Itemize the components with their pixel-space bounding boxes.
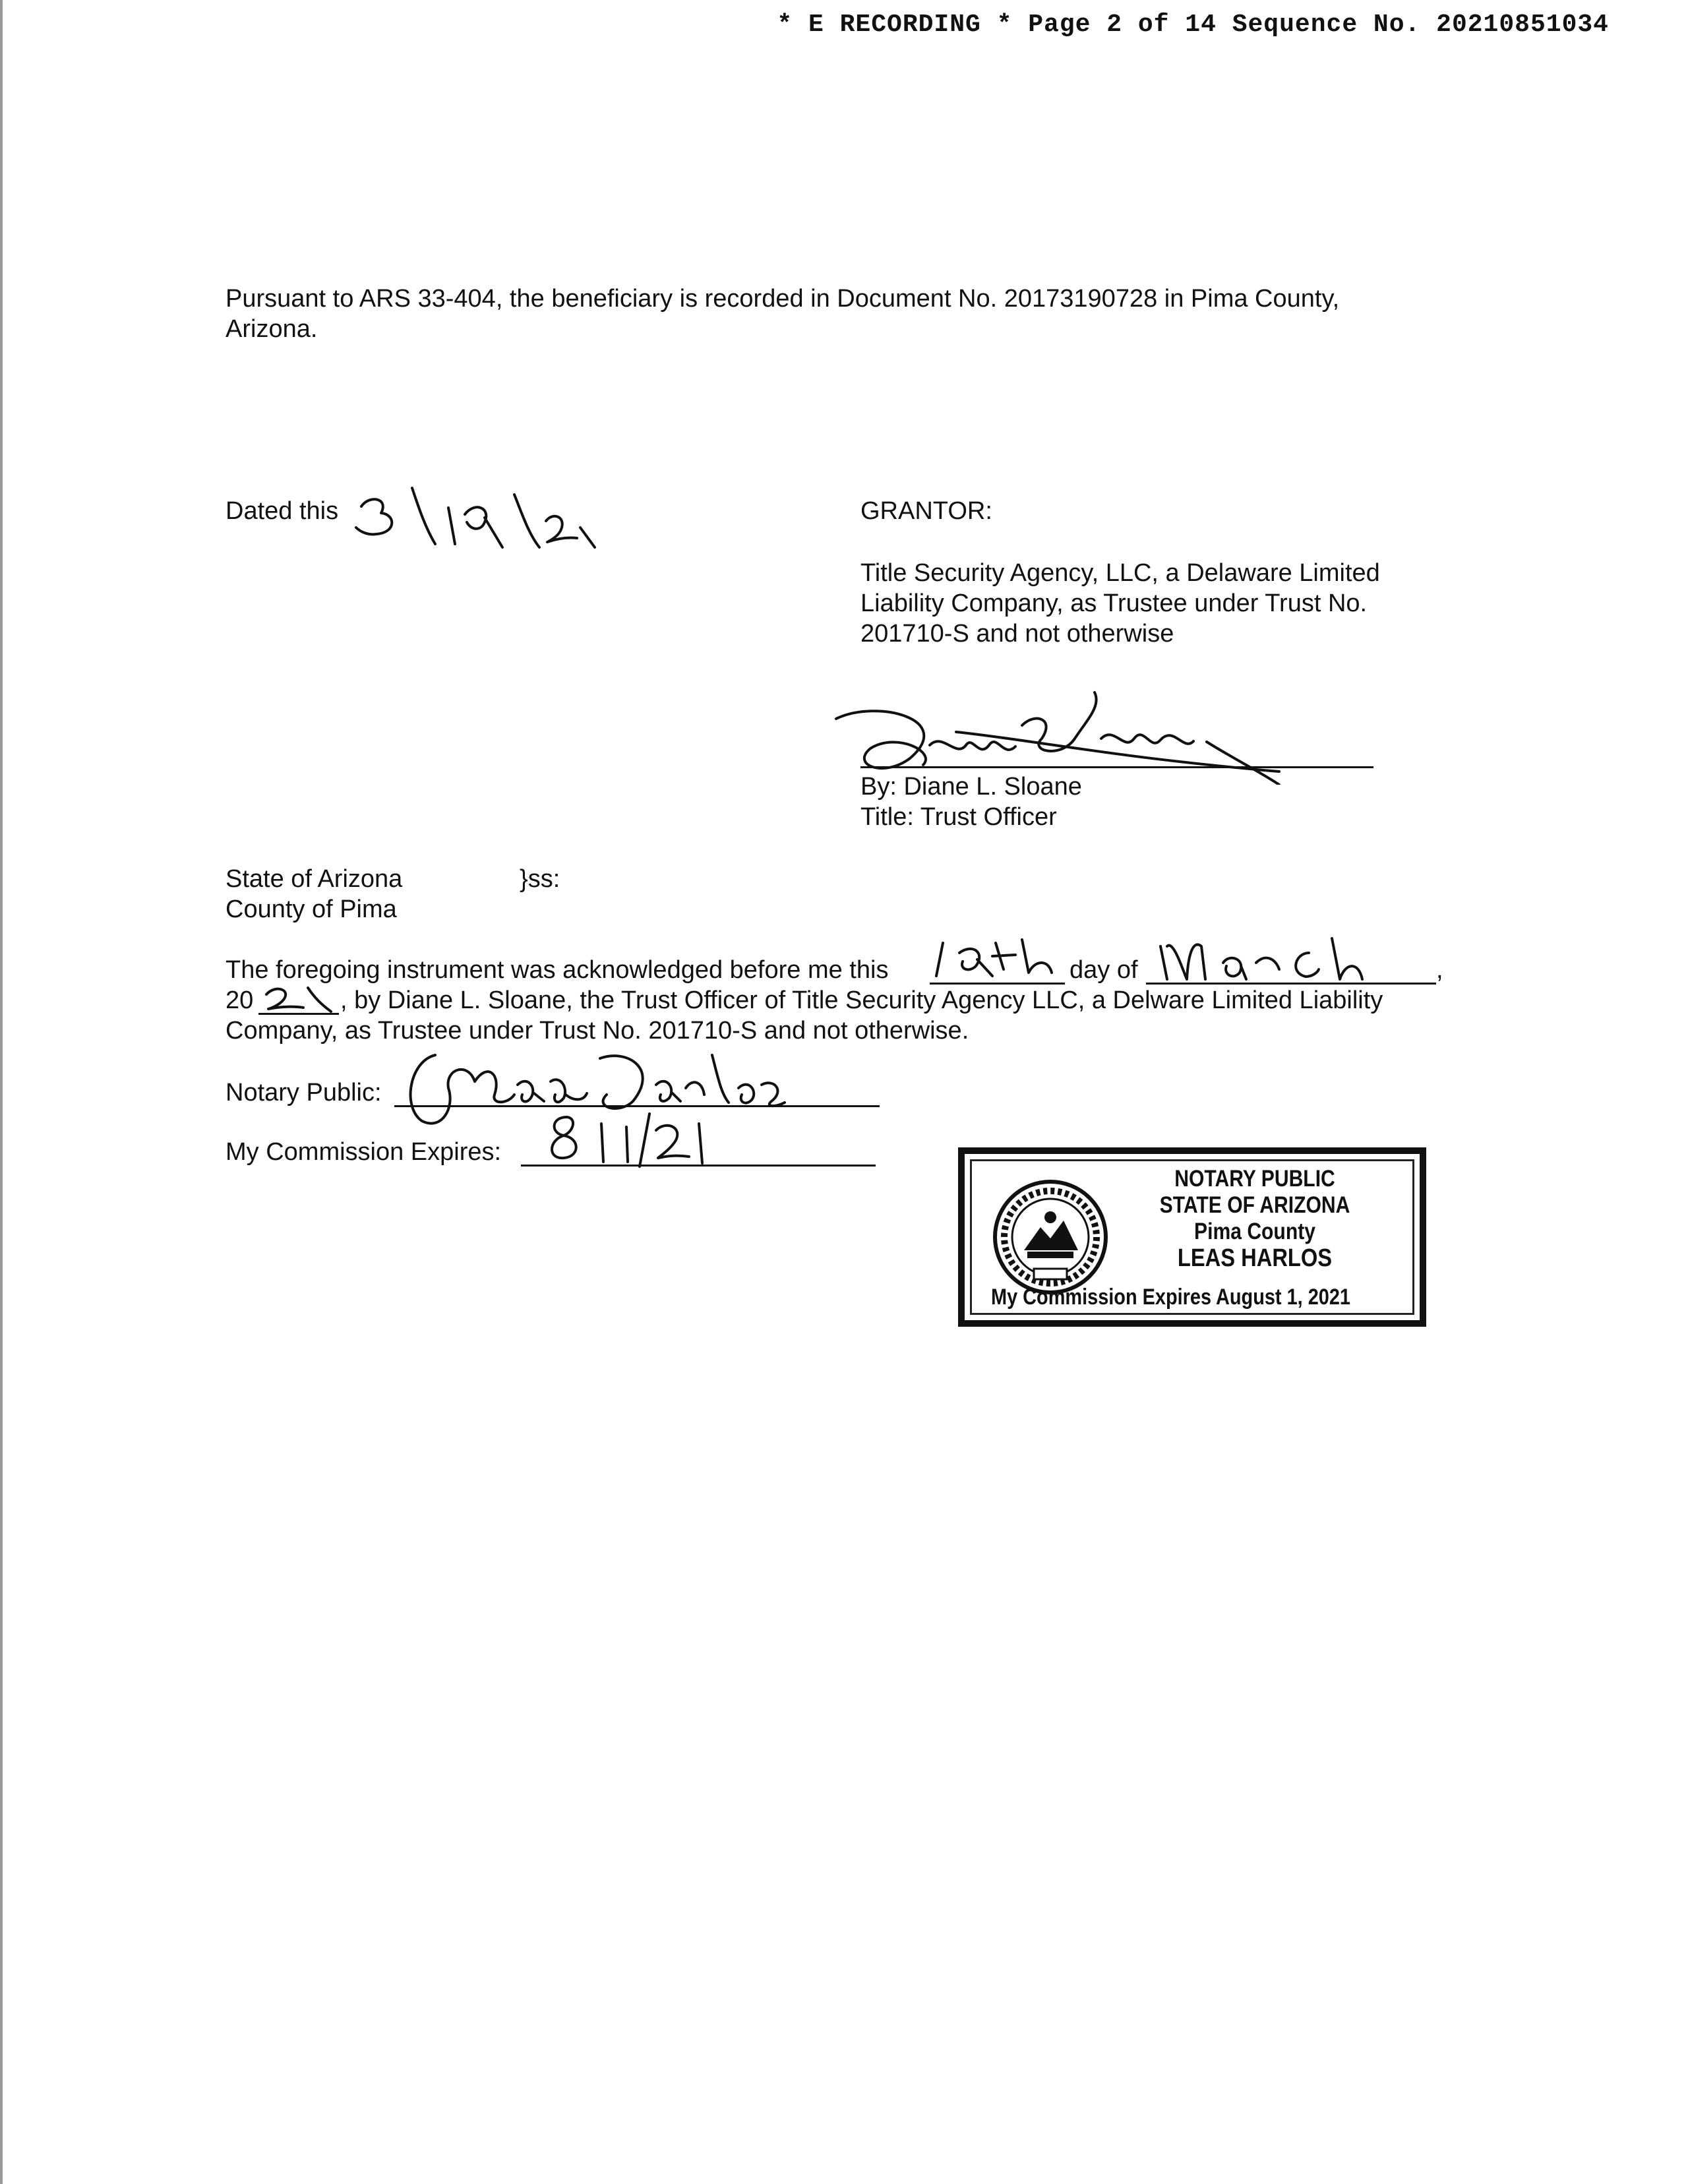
ack-line-2b: , by Diane L. Sloane, the Trust Officer of Title Security Agency LLC, a Delware Limited Liability [340, 986, 1383, 1014]
pursuant-line-1: Pursuant to ARS 33-404, the beneficiary is recorded in Document No. 20173190728 in Pima County, [226, 285, 1340, 313]
grantor-line-1: Title Security Agency, LLC, a Delaware Limited [860, 559, 1380, 587]
ack-day-line [930, 983, 1065, 985]
venue-county: County of Pima [226, 895, 397, 923]
grantor-line-2: Liability Company, as Trustee under Trust No. [860, 590, 1368, 617]
notary-public-label: Notary Public: [226, 1079, 382, 1107]
arizona-seal-icon [991, 1178, 1110, 1296]
recording-header: * E RECORDING * Page 2 of 14 Sequence No. 20210851034 [777, 11, 1609, 39]
commission-handwriting [541, 1110, 712, 1168]
ack-line-1b: day of [1070, 956, 1138, 984]
ack-line-1a: The foregoing instrument was acknowledged before me this [226, 956, 889, 984]
grantor-signature [824, 686, 1312, 785]
ack-day-handwriting [930, 936, 1062, 983]
ack-line-1c: , [1436, 956, 1443, 984]
venue-state: State of Arizona [226, 865, 403, 893]
dated-handwriting [349, 481, 600, 554]
grantor-title: Title: Trust Officer [860, 803, 1057, 831]
dated-label: Dated this [226, 497, 339, 525]
grantor-line-3: 201710-S and not otherwise [860, 620, 1174, 648]
pursuant-line-2: Arizona. [226, 315, 318, 343]
stamp-line-4: LEAS HARLOS [1177, 1244, 1333, 1272]
stamp-line-3: Pima County [1194, 1219, 1315, 1244]
stamp-expiration: My Commission Expires August 1, 2021 [991, 1285, 1350, 1310]
scan-edge [0, 0, 3, 2184]
stamp-line-2: STATE OF ARIZONA [1159, 1192, 1350, 1218]
notary-stamp [958, 1147, 1426, 1327]
ack-year-handwriting [258, 981, 341, 1014]
ack-month-handwriting [1147, 933, 1424, 985]
venue-ss: }ss: [520, 865, 560, 893]
grantor-signature-line [860, 766, 1373, 768]
grantor-by: By: Diane L. Sloane [860, 773, 1082, 801]
stamp-text-block [1116, 1166, 1393, 1271]
ack-line-3: Company, as Trustee under Trust No. 201710-S and not otherwise. [226, 1017, 969, 1045]
ack-line-2a: 20 [226, 986, 254, 1014]
stamp-line-1: NOTARY PUBLIC [1174, 1166, 1335, 1192]
commission-label: My Commission Expires: [226, 1138, 502, 1166]
grantor-heading: GRANTOR: [860, 497, 992, 525]
